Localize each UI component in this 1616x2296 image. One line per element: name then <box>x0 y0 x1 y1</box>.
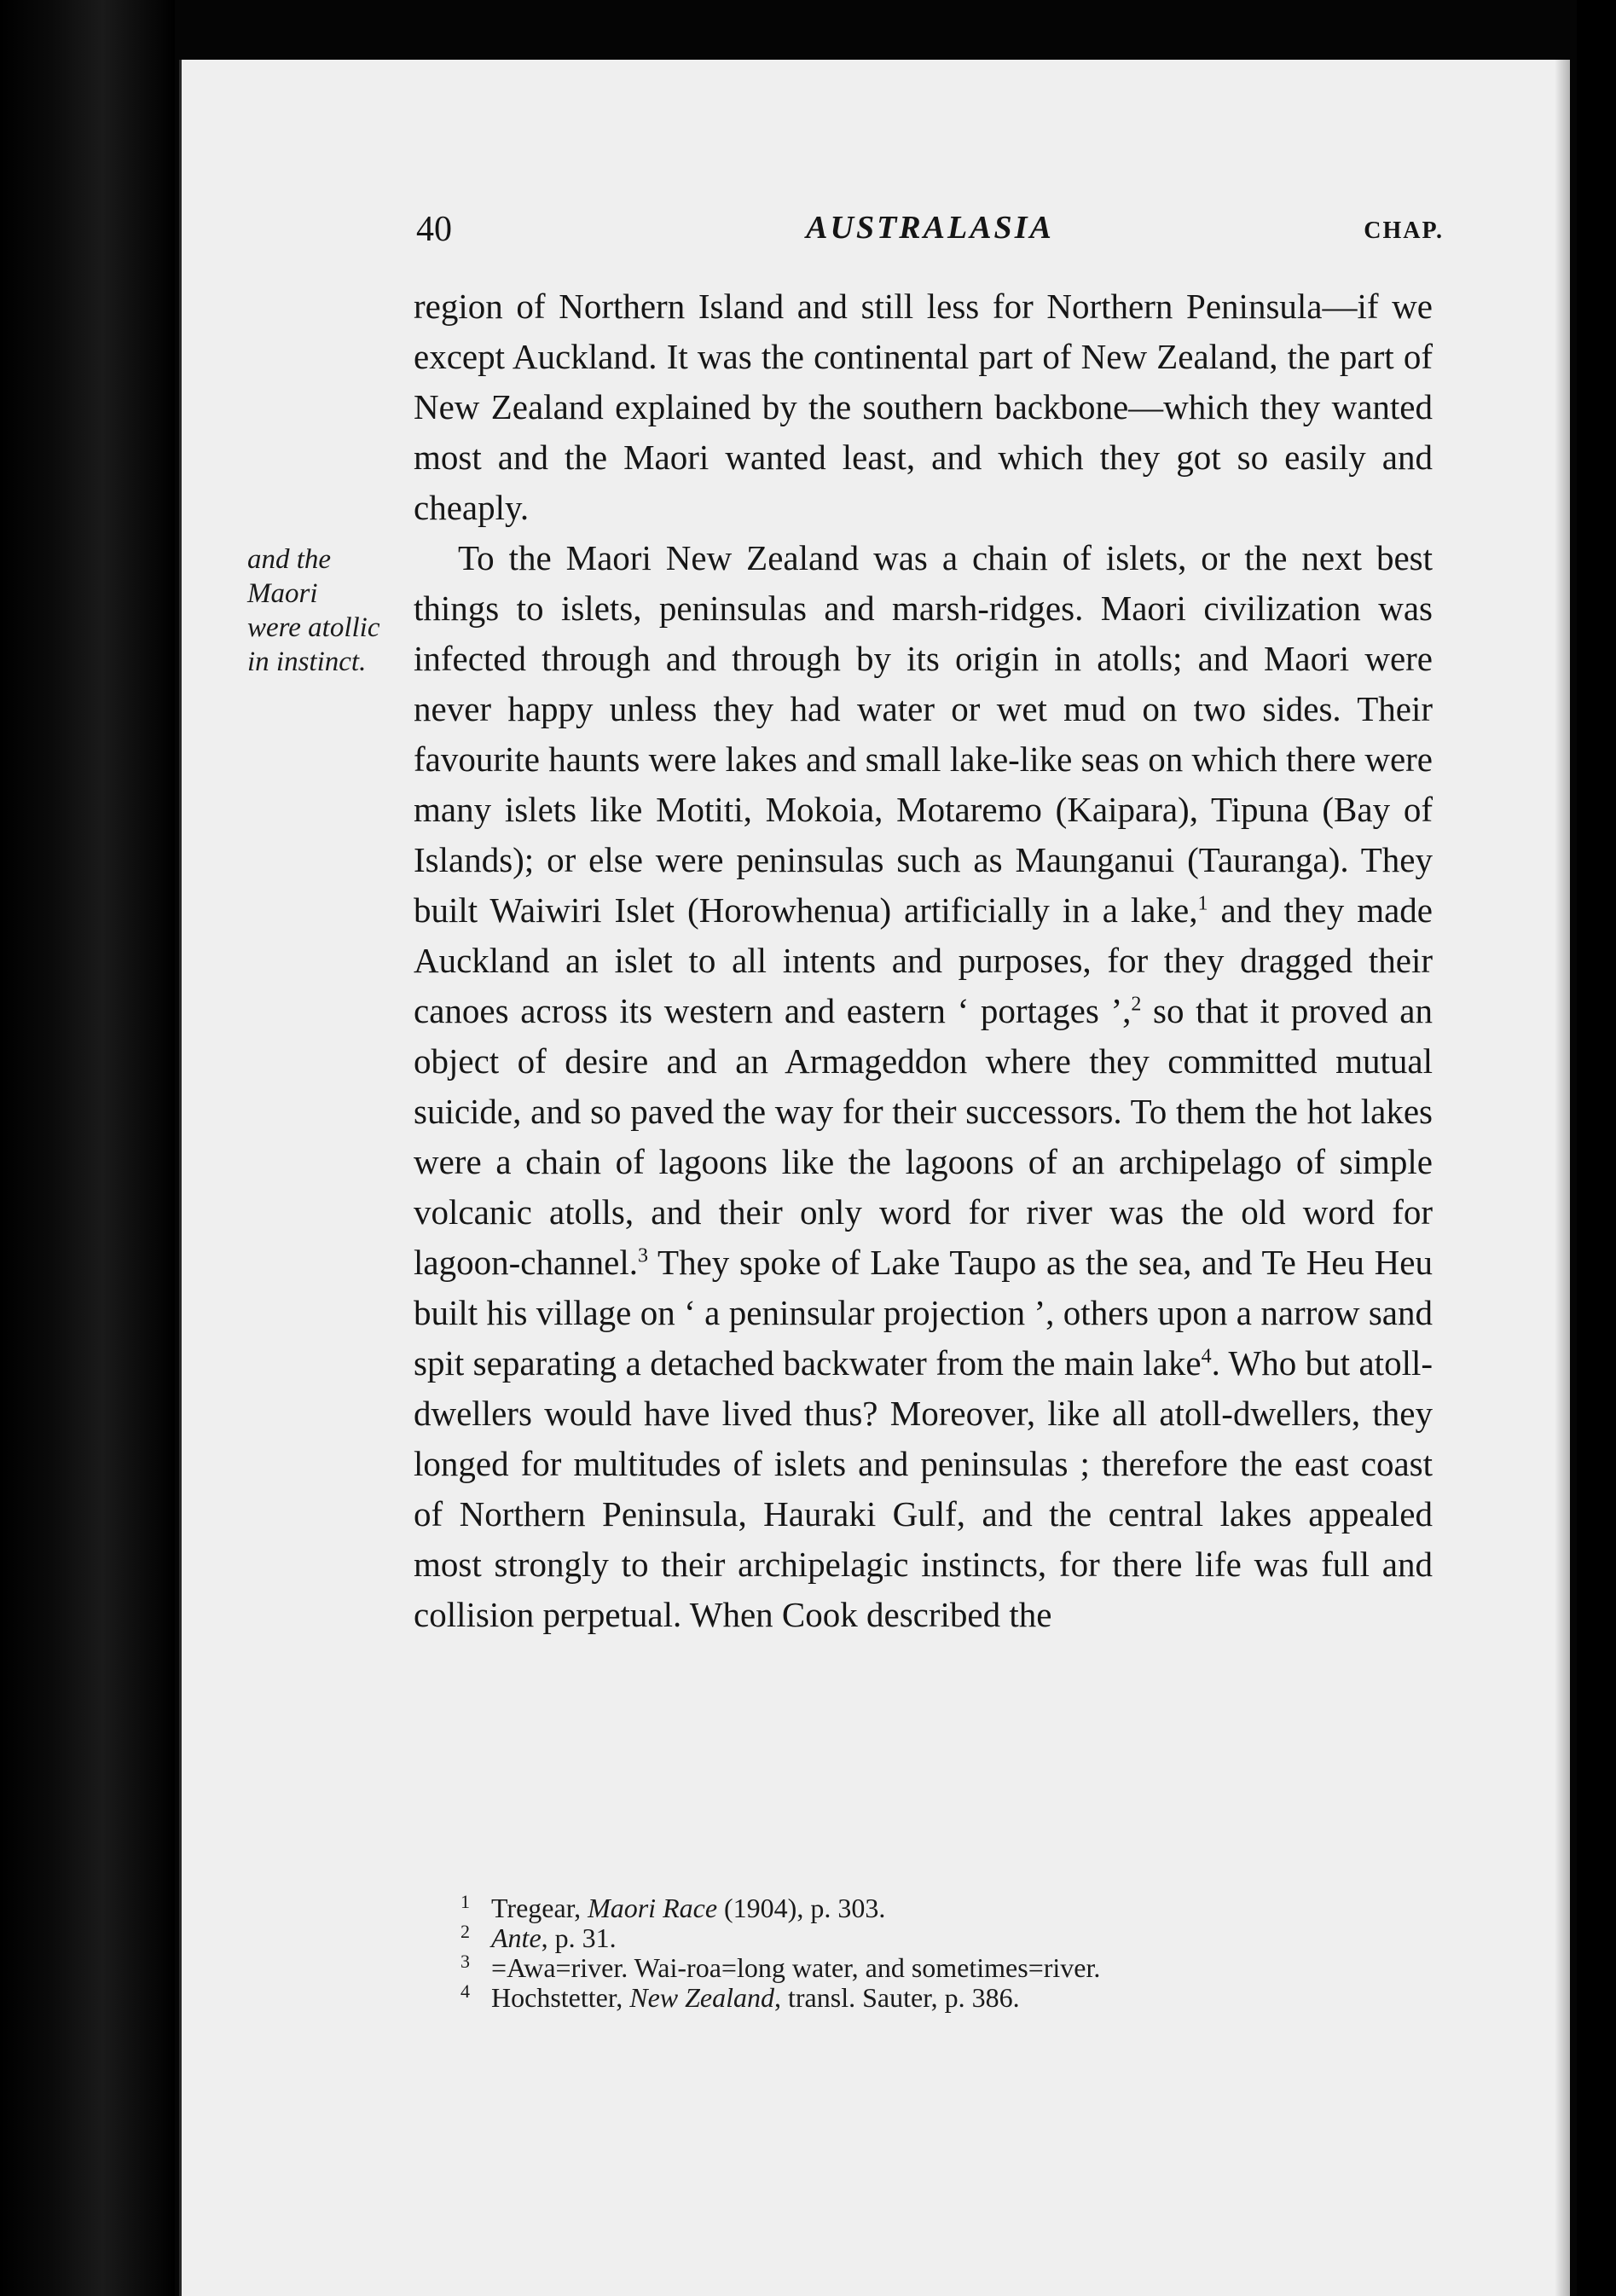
marginal-note-line: in instinct. <box>247 646 367 677</box>
footnote <box>460 1923 1433 1953</box>
marginal-note-line: Maori <box>247 578 318 609</box>
marginal-note <box>247 542 418 679</box>
page-number: 40 <box>416 210 452 249</box>
text-run: so that it proved an object of desire and an Armageddon where they committed mutual suicide, and so paved the way for their successors. To them the hot lakes were a chain of lagoons like the lagoons of an archipelago of simple volcanic atolls, and their only word for river was the old word for lagoon-channel. <box>414 991 1433 1282</box>
footnote-text: , transl. Sauter, p. 386. <box>774 1982 1020 2013</box>
body-text <box>414 281 1433 1640</box>
footnote <box>460 1893 1433 1923</box>
footnote-ref: 3 <box>637 1244 648 1267</box>
footnote-ref: 4 <box>1201 1345 1212 1368</box>
running-title: AUSTRALASIA <box>806 210 1054 246</box>
scan-border-right <box>1577 0 1616 2296</box>
footnote <box>460 1980 1433 2013</box>
footnote-text: (1904), p. 303. <box>717 1893 886 1923</box>
footnote-mark: 4 <box>460 1980 470 2002</box>
footnote-mark: 3 <box>460 1951 470 1972</box>
scan-border-left <box>0 0 175 2296</box>
paragraph-continued: region of Northern Island and still less for Northern Peninsula—if we except Auckland. It was the continental part of New Zealand, the part of New Zealand explained by the southern backbone—which they wanted most and the Maori wanted least, and which they got so easily and cheaply. <box>414 287 1433 527</box>
text-run: and they made Auckland an islet to all intents and purposes, for they dragged their canoes across its western and eastern ‘ portages ’, <box>414 890 1433 1030</box>
footnote-ref: 1 <box>1197 892 1208 915</box>
footnote-text: , p. 31. <box>541 1922 617 1953</box>
footnote-text: =Awa=river. Wai-roa=long water, and sometimes=river. <box>491 1952 1101 1983</box>
paragraph-maori-islets <box>414 533 1433 1640</box>
page-edge-shadow <box>1555 60 1570 2296</box>
marginal-note-line: were atollic <box>247 612 380 643</box>
footnote-mark: 2 <box>460 1921 470 1942</box>
text-run: They spoke of Lake Taupo as the sea, and Te Heu Heu built his village on ‘ a peninsular projection ’, others upon a narrow sand spit separating a detached backwater from the main lake <box>414 1243 1433 1383</box>
text-run: . Who but atoll-dwellers would have lived thus? Moreover, like all atoll-dwellers, they longed for multitudes of islets and peninsulas ; therefore the east coast of Northern Peninsula, Hauraki Gulf, and the central lakes appealed most strongly to their archipelagic instincts, for there life was full and collision perpetual. When Cook described the <box>414 1343 1434 1634</box>
chapter-label: CHAP. <box>1364 217 1444 244</box>
footnote-text: Tregear, <box>491 1893 588 1923</box>
footnote-title: Maori Race <box>588 1893 718 1923</box>
marginal-note-line: and the <box>247 544 332 575</box>
page-header <box>416 209 1444 260</box>
footnote-ref: 2 <box>1131 993 1142 1016</box>
text-run: To the Maori New Zealand was a chain of islets, or the next best things to islets, peninsulas and marsh-ridges. Maori civilization was infected through and through by its origin in atolls; and Maori were never happy unless they had water or wet mud on two sides. Their favourite haunts were lakes and small lake-like seas on which there were many islets like Motiti, Mokoia, Motaremo (Kaipara), Tipuna (Bay of Islands); or else were peninsulas such as Maunganui (Tauranga). They built Waiwiri Islet (Horowhenua) artificially in a lake, <box>414 538 1433 930</box>
footnote <box>460 1953 1433 1983</box>
footnotes <box>460 1893 1433 2013</box>
footnote-text: Hochstetter, <box>491 1982 630 2013</box>
footnote-title: New Zealand <box>629 1982 774 2013</box>
footnote-mark: 1 <box>460 1891 470 1912</box>
footnote-title: Ante <box>491 1922 542 1953</box>
